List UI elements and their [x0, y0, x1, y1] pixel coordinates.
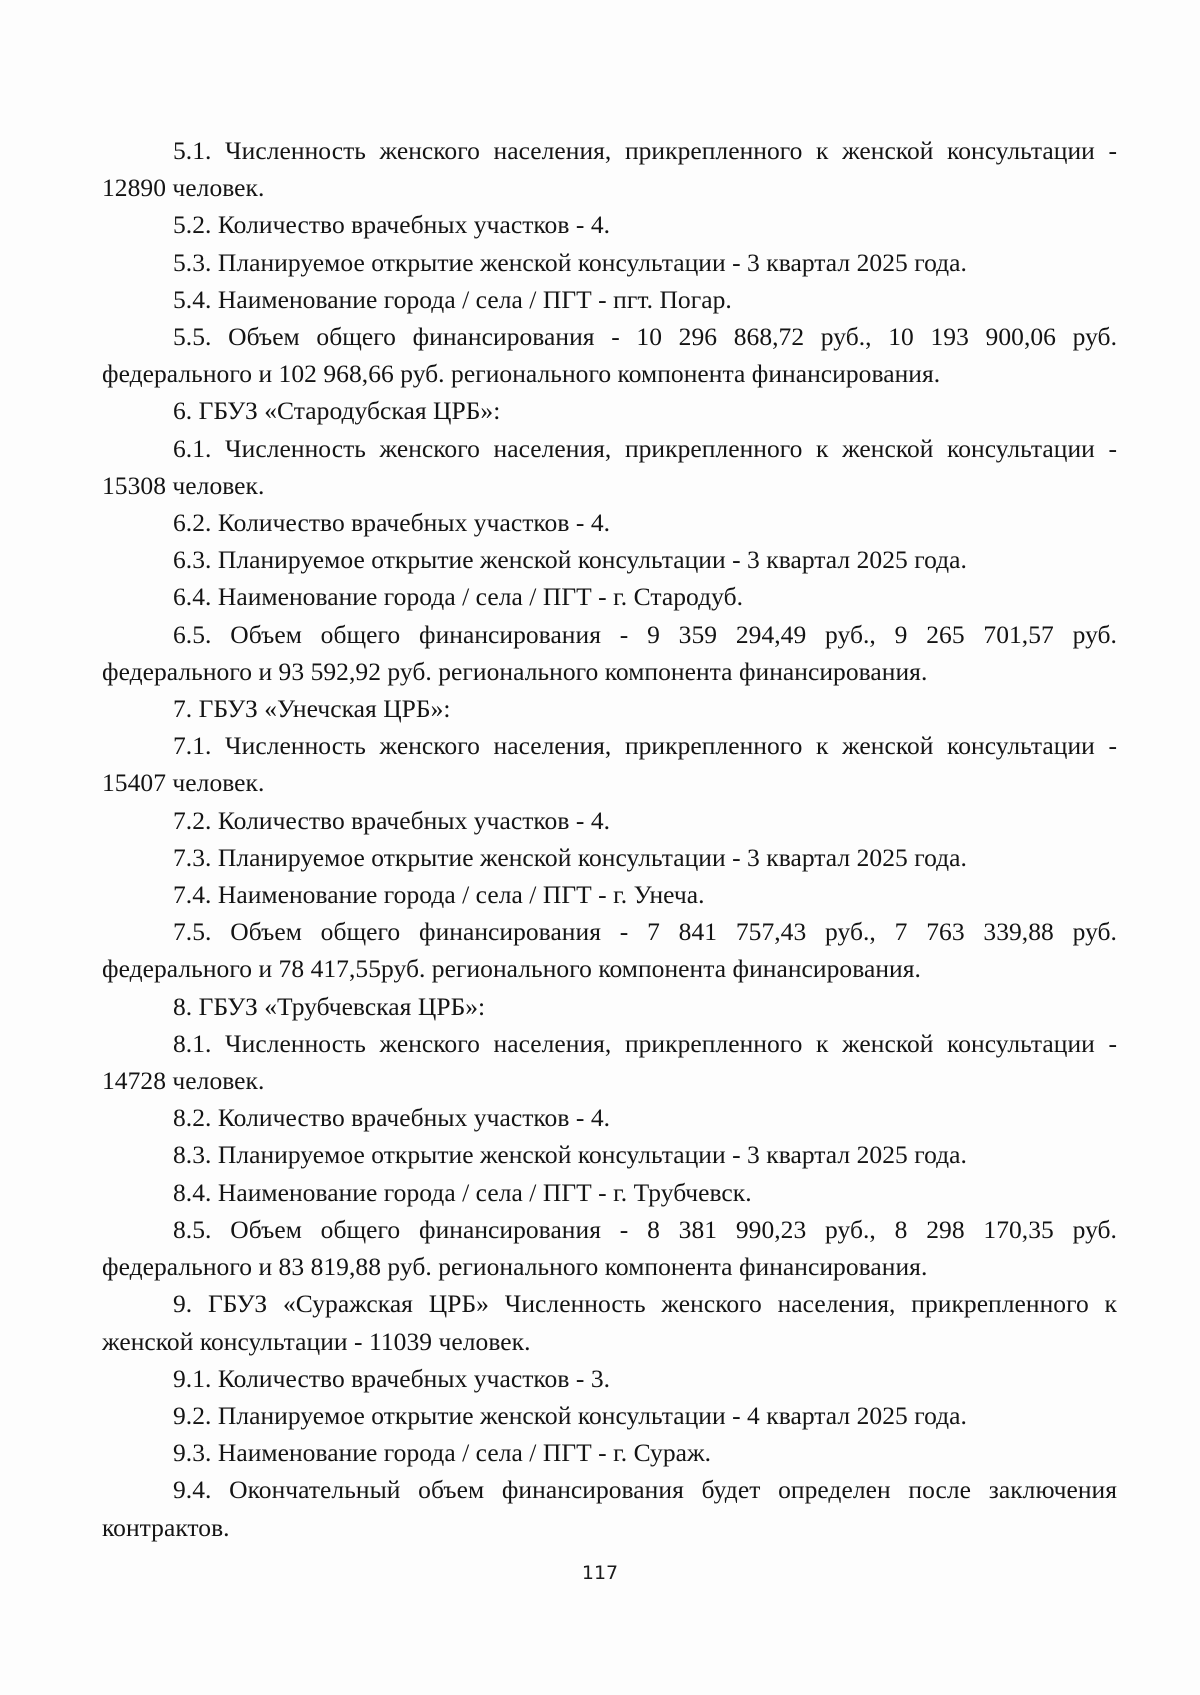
- paragraph-7-3: 7.3. Планируемое открытие женской консультации - 3 квартал 2025 года.: [173, 842, 967, 872]
- paragraph-6-3: 6.3. Планируемое открытие женской консультации - 3 квартал 2025 года.: [173, 545, 967, 575]
- paragraph-8-4: 8.4. Наименование города / села / ПГТ - г. Трубчевск.: [173, 1177, 752, 1207]
- paragraph-7-2: 7.2. Количество врачебных участков - 4.: [173, 805, 611, 835]
- paragraph-5-3: 5.3. Планируемое открытие женской консультации - 3 квартал 2025 года.: [173, 247, 967, 277]
- paragraph-6-1: 6.1. Численность женского населения, прикрепленного к женской консультации - 15308 человек.: [102, 433, 1117, 500]
- section-heading-8: 8. ГБУЗ «Трубчевская ЦРБ»:: [173, 991, 486, 1021]
- paragraph-6-5: 6.5. Объем общего финансирования - 9 359 294,49 руб., 9 265 701,57 руб. федерального и 93 592,92 руб. регионального компонента финансирования.: [102, 619, 1117, 686]
- paragraph-7-1: 7.1. Численность женского населения, прикрепленного к женской консультации - 15407 человек.: [102, 731, 1117, 798]
- paragraph-5-1: 5.1. Численность женского населения, прикрепленного к женской консультации - 12890 человек.: [102, 136, 1117, 203]
- paragraph-6-4: 6.4. Наименование города / села / ПГТ - г. Стародуб.: [173, 582, 744, 612]
- section-heading-9: 9. ГБУЗ «Суражская ЦРБ» Численность женского населения, прикрепленного к женской консультации - 11039 человек.: [102, 1289, 1117, 1356]
- paragraph-9-1: 9.1. Количество врачебных участков - 3.: [173, 1363, 611, 1393]
- paragraph-7-5: 7.5. Объем общего финансирования - 7 841 757,43 руб., 7 763 339,88 руб. федерального и 78 417,55руб. регионального компонента финансирования.: [102, 917, 1117, 984]
- section-heading-7: 7. ГБУЗ «Унечская ЦРБ»:: [173, 694, 451, 724]
- paragraph-5-2: 5.2. Количество врачебных участков - 4.: [173, 210, 611, 240]
- paragraph-9-4: 9.4. Окончательный объем финансирования будет определен после заключения контрактов.: [102, 1475, 1117, 1542]
- paragraph-5-4: 5.4. Наименование города / села / ПГТ - пгт. Погар.: [173, 284, 732, 314]
- section-heading-6: 6. ГБУЗ «Стародубская ЦРБ»:: [173, 396, 501, 426]
- paragraph-8-2: 8.2. Количество врачебных участков - 4.: [173, 1103, 611, 1133]
- paragraph-8-5: 8.5. Объем общего финансирования - 8 381 990,23 руб., 8 298 170,35 руб. федерального и 83 819,88 руб. регионального компонента финансирования.: [102, 1214, 1117, 1282]
- paragraph-5-5: 5.5. Объем общего финансирования - 10 296 868,72 руб., 10 193 900,06 руб. федерального и 102 968,66 руб. регионального компонента финансирования.: [102, 322, 1117, 389]
- paragraph-6-2: 6.2. Количество врачебных участков - 4.: [173, 508, 611, 538]
- paragraph-8-3: 8.3. Планируемое открытие женской консультации - 3 квартал 2025 года.: [173, 1140, 967, 1170]
- paragraph-8-1: 8.1. Численность женского населения, прикрепленного к женской консультации - 14728 человек.: [102, 1028, 1117, 1096]
- paragraph-9-3: 9.3. Наименование города / села / ПГТ - г. Сураж.: [173, 1438, 712, 1468]
- document-body: [102, 132, 1117, 1546]
- page-number: 117: [581, 1562, 619, 1584]
- paragraph-9-2: 9.2. Планируемое открытие женской консультации - 4 квартал 2025 года.: [173, 1400, 967, 1430]
- paragraph-7-4: 7.4. Наименование города / села / ПГТ - г. Унеча.: [173, 880, 705, 910]
